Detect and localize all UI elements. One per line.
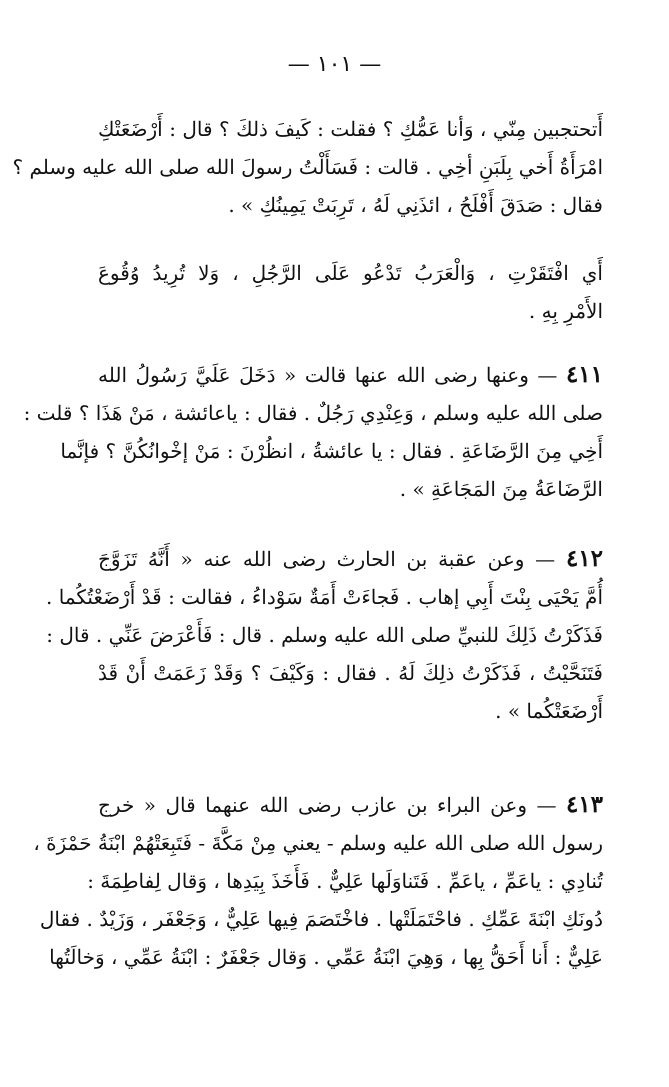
text-line: امْرَأَةُ أَخي بِلَبَنِ أخِي . قالت : فَسَأَلْتُ رسولَ الله صلى الله عليه وسلم ؟ bbox=[12, 155, 603, 179]
text-line bbox=[98, 540, 603, 578]
hadith-text: — وعن عقبة بن الحارث رضى الله عنه « أَنَّهُ تَزَوَّجَ bbox=[98, 547, 556, 571]
text-line: فَتَنَحَّيْتُ ، فَذَكَرْتُ ذلِكَ لَهُ . فقال : وَكَيْفَ ؟ وَقَدْ زَعَمَتْ أَنْ قَدْ bbox=[98, 661, 603, 685]
text-line: صلى الله عليه وسلم ، وَعِنْدِي رَجُلٌ . فقال : ياعائشة ، مَنْ هَذَا ؟ قلت : bbox=[23, 401, 603, 425]
hadith-text: — وعنها رضى الله عنها قالت « دَخَلَ عَلَيَّ رَسُولُ الله bbox=[98, 363, 558, 387]
hadith-412 bbox=[46, 540, 603, 730]
text-line: فَذَكَرْتُ ذَلِكَ للنبيِّ صلى الله عليه وسلم . قال : فَأَعْرَضَ عَنِّي . قال : bbox=[46, 623, 603, 647]
page-number: — ١٠١ — bbox=[287, 52, 382, 77]
text-line: عَلِيٌّ : أَنا أَحَقُّ بِها ، وَهِيَ ابْنَةُ عَمِّي . وَقال جَعْفَرٌ : ابْنَةُ عَمِّي ، وَخالَتُها bbox=[49, 945, 603, 969]
hadith-number: ٤١١ bbox=[565, 361, 604, 388]
text-line: دُونَكِ ابْنَةَ عَمِّكِ . فاحْتَمَلَتْها . فاخْتَصَمَ فِيها عَلِيٌّ ، وَجَعْفَر ، وَزَيْدٌ . فقال bbox=[39, 907, 603, 931]
text-line: الرَّضَاعَةُ مِنَ المَجَاعَةِ » . bbox=[399, 477, 603, 501]
text-line: أَتحتجبين مِنّي ، وَأنا عَمُّكِ ؟ فقلت : كَيفَ ذلكَ ؟ قال : أَرْضَعَتْكِ bbox=[98, 117, 603, 141]
hadith-411 bbox=[23, 356, 604, 508]
text-line: الأَمْرِ بِهِ . bbox=[528, 299, 603, 323]
text-line: أُمَّ يَحْيَى بِنْتَ أَبِي إهاب . فَجاءَتْ أَمَةٌ سَوْداءُ ، فقالت : قَدْ أَرْضَعْتُكُما . bbox=[46, 585, 603, 609]
text-line: أَرْضَعَتْكُما » . bbox=[495, 699, 603, 723]
text-line bbox=[98, 786, 603, 824]
intro-paragraph bbox=[12, 110, 603, 224]
text-line: فقال : صَدَقَ أَفْلَحُ ، ائذَنِي لَهُ ، تَرِبَتْ يَمِينُكِ » . bbox=[228, 193, 603, 217]
hadith-number: ٤١٢ bbox=[565, 545, 603, 572]
text-line: أَي افْتَقَرْتِ ، وَالْعَرَبُ تَدْعُو عَلَى الرَّجُلِ ، وَلا تُرِيدُ وُقُوعَ bbox=[98, 261, 603, 285]
text-line: تُنادِي : ياعَمِّ ، ياعَمِّ . فَتَناوَلَها عَلِيٌّ . فَأَخَذَ بِيَدِها ، وَقال لِفاطِمَةَ : bbox=[87, 869, 603, 893]
hadith-number: ٤١٣ bbox=[565, 791, 603, 818]
text-line bbox=[98, 356, 603, 394]
text-line: أَخِي مِنَ الرَّضَاعَةِ . فقال : يا عائشةُ ، انظُرْنَ : مَنْ إخْوانُكُنَّ ؟ فإنَّما bbox=[60, 439, 603, 463]
commentary-paragraph bbox=[98, 254, 603, 330]
hadith-text: — وعن البراء بن عازب رضى الله عنهما قال « خرج bbox=[98, 793, 557, 817]
text-line: رسول الله صلى الله عليه وسلم - يعني مِنْ مَكَّةَ - فَتَبِعَتْهُمْ ابْنَةُ حَمْزَةَ ، bbox=[33, 831, 603, 855]
hadith-413 bbox=[33, 786, 603, 976]
